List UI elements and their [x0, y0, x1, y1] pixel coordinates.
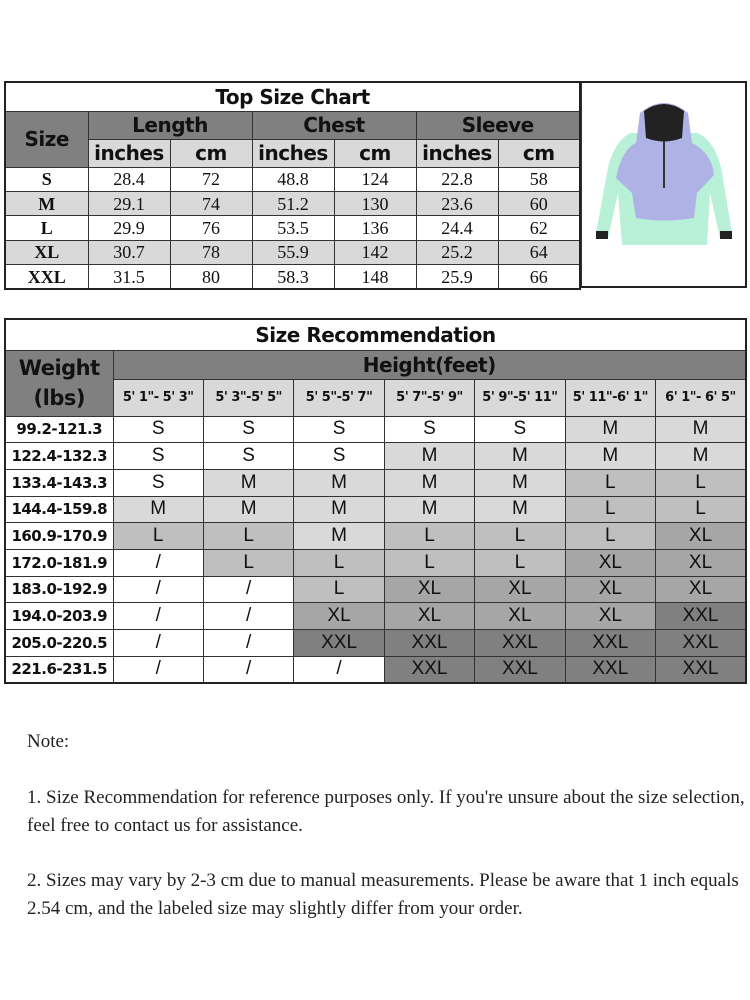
- chest-header: Chest: [252, 111, 416, 139]
- table-row: [5, 443, 746, 470]
- size-label: XXL: [5, 265, 88, 289]
- table-row: [5, 416, 746, 443]
- table-cell: 58.3: [252, 265, 334, 289]
- height-range-header: 5' 3"-5' 5": [203, 379, 293, 416]
- table-cell: 48.8: [252, 167, 334, 191]
- size-cell: XL: [565, 549, 655, 576]
- size-cell: XXL: [656, 630, 746, 657]
- size-cell: M: [113, 496, 203, 523]
- table-cell: 55.9: [252, 240, 334, 264]
- table-row: [5, 265, 580, 289]
- height-range-header: 5' 5"-5' 7": [294, 379, 384, 416]
- size-cell: L: [565, 523, 655, 550]
- table-cell: 130: [334, 191, 416, 215]
- size-cell: L: [656, 469, 746, 496]
- size-cell: M: [384, 443, 474, 470]
- size-cell: XXL: [384, 656, 474, 683]
- table-cell: 78: [170, 240, 252, 264]
- size-cell: S: [203, 443, 293, 470]
- size-label: L: [5, 216, 88, 240]
- size-header: Size: [5, 111, 88, 167]
- size-cell: M: [203, 469, 293, 496]
- size-cell: /: [113, 603, 203, 630]
- table-cell: 28.4: [88, 167, 170, 191]
- size-cell: XXL: [475, 656, 565, 683]
- size-cell: M: [656, 443, 746, 470]
- size-cell: M: [565, 443, 655, 470]
- weight-unit: (lbs): [33, 386, 85, 410]
- size-cell: L: [203, 549, 293, 576]
- size-recommendation-table: [4, 318, 747, 684]
- weight-range: 205.0-220.5: [5, 630, 113, 657]
- unit-header: cm: [498, 139, 580, 167]
- table-cell: 64: [498, 240, 580, 264]
- size-cell: M: [475, 469, 565, 496]
- size-cell: S: [384, 416, 474, 443]
- table-cell: 62: [498, 216, 580, 240]
- size-cell: XXL: [294, 630, 384, 657]
- table-cell: 72: [170, 167, 252, 191]
- top-size-chart-title: Top Size Chart: [5, 82, 580, 111]
- size-cell: XL: [656, 576, 746, 603]
- size-cell: XL: [475, 603, 565, 630]
- table-cell: 31.5: [88, 265, 170, 289]
- table-row: [5, 603, 746, 630]
- size-cell: XL: [565, 603, 655, 630]
- size-cell: M: [384, 469, 474, 496]
- size-cell: /: [203, 603, 293, 630]
- jacket-image: [581, 81, 747, 288]
- size-cell: XL: [384, 576, 474, 603]
- size-cell: XL: [294, 603, 384, 630]
- size-cell: L: [565, 469, 655, 496]
- note-heading: Note:: [27, 731, 70, 752]
- size-cell: S: [294, 416, 384, 443]
- weight-label: Weight: [18, 356, 100, 380]
- size-cell: L: [384, 523, 474, 550]
- size-cell: M: [475, 496, 565, 523]
- size-cell: XL: [384, 603, 474, 630]
- size-cell: L: [656, 496, 746, 523]
- table-row: [5, 240, 580, 264]
- size-cell: XXL: [565, 630, 655, 657]
- size-cell: XL: [475, 576, 565, 603]
- table-row: [5, 496, 746, 523]
- table-cell: 22.8: [416, 167, 498, 191]
- table-cell: 74: [170, 191, 252, 215]
- sleeve-header: Sleeve: [416, 111, 580, 139]
- size-cell: M: [384, 496, 474, 523]
- table-cell: 29.1: [88, 191, 170, 215]
- size-label: S: [5, 167, 88, 191]
- table-cell: 53.5: [252, 216, 334, 240]
- size-cell: /: [203, 656, 293, 683]
- size-cell: S: [113, 443, 203, 470]
- size-cell: /: [113, 656, 203, 683]
- size-label: XL: [5, 240, 88, 264]
- table-row: [5, 191, 580, 215]
- height-range-header: 5' 7"-5' 9": [384, 379, 474, 416]
- size-cell: /: [203, 630, 293, 657]
- table-cell: 60: [498, 191, 580, 215]
- weight-range: 160.9-170.9: [5, 523, 113, 550]
- note-item-2: 2. Sizes may vary by 2-3 cm due to manual measurements. Please be aware that 1 inch equals 2.54 cm, and the labeled size may slightly differ from your order.: [27, 870, 739, 919]
- table-cell: 76: [170, 216, 252, 240]
- size-cell: S: [113, 469, 203, 496]
- table-row: [5, 469, 746, 496]
- size-cell: S: [475, 416, 565, 443]
- size-cell: XXL: [656, 603, 746, 630]
- table-row: [5, 630, 746, 657]
- size-cell: M: [294, 496, 384, 523]
- size-cell: S: [203, 416, 293, 443]
- table-cell: 124: [334, 167, 416, 191]
- size-cell: M: [294, 523, 384, 550]
- size-cell: /: [203, 576, 293, 603]
- table-cell: 23.6: [416, 191, 498, 215]
- weight-range: 122.4-132.3: [5, 443, 113, 470]
- size-cell: XL: [565, 576, 655, 603]
- size-cell: L: [294, 549, 384, 576]
- table-cell: 148: [334, 265, 416, 289]
- height-range-header: 5' 1"- 5' 3": [113, 379, 203, 416]
- table-cell: 136: [334, 216, 416, 240]
- size-cell: L: [113, 523, 203, 550]
- unit-header: cm: [334, 139, 416, 167]
- table-cell: 66: [498, 265, 580, 289]
- unit-header: inches: [416, 139, 498, 167]
- table-cell: 24.4: [416, 216, 498, 240]
- table-cell: 142: [334, 240, 416, 264]
- size-cell: S: [294, 443, 384, 470]
- table-cell: 58: [498, 167, 580, 191]
- size-cell: L: [475, 523, 565, 550]
- table-cell: 29.9: [88, 216, 170, 240]
- size-cell: /: [113, 630, 203, 657]
- top-size-chart: [4, 81, 581, 290]
- table-cell: 30.7: [88, 240, 170, 264]
- size-cell: M: [203, 496, 293, 523]
- table-row: [5, 549, 746, 576]
- table-row: [5, 656, 746, 683]
- weight-header: [5, 350, 113, 416]
- weight-range: 221.6-231.5: [5, 656, 113, 683]
- size-cell: XL: [656, 523, 746, 550]
- table-row: [5, 576, 746, 603]
- size-cell: /: [113, 576, 203, 603]
- size-cell: L: [294, 576, 384, 603]
- weight-range: 183.0-192.9: [5, 576, 113, 603]
- unit-header: cm: [170, 139, 252, 167]
- table-row: [5, 216, 580, 240]
- size-label: M: [5, 191, 88, 215]
- size-cell: M: [656, 416, 746, 443]
- height-range-header: 5' 11"-6' 1": [565, 379, 655, 416]
- size-cell: L: [203, 523, 293, 550]
- size-cell: XXL: [656, 656, 746, 683]
- size-cell: L: [384, 549, 474, 576]
- table-cell: 51.2: [252, 191, 334, 215]
- table-row: [5, 167, 580, 191]
- weight-range: 144.4-159.8: [5, 496, 113, 523]
- size-cell: L: [565, 496, 655, 523]
- size-cell: XXL: [475, 630, 565, 657]
- size-cell: XXL: [565, 656, 655, 683]
- size-cell: M: [565, 416, 655, 443]
- size-cell: M: [475, 443, 565, 470]
- table-cell: 25.2: [416, 240, 498, 264]
- weight-range: 194.0-203.9: [5, 603, 113, 630]
- height-range-header: 5' 9"-5' 11": [475, 379, 565, 416]
- weight-range: 172.0-181.9: [5, 549, 113, 576]
- size-cell: /: [294, 656, 384, 683]
- length-header: Length: [88, 111, 252, 139]
- height-range-header: 6' 1"- 6' 5": [656, 379, 746, 416]
- size-cell: /: [113, 549, 203, 576]
- table-row: [5, 523, 746, 550]
- size-cell: XL: [656, 549, 746, 576]
- size-cell: XXL: [384, 630, 474, 657]
- table-cell: 80: [170, 265, 252, 289]
- size-cell: M: [294, 469, 384, 496]
- weight-range: 133.4-143.3: [5, 469, 113, 496]
- unit-header: inches: [252, 139, 334, 167]
- size-cell: S: [113, 416, 203, 443]
- note-item-1: 1. Size Recommendation for reference purposes only. If you're unsure about the size selection, feel free to contact us for assistance.: [27, 787, 745, 836]
- table-cell: 25.9: [416, 265, 498, 289]
- size-recommendation-title: Size Recommendation: [5, 319, 746, 350]
- unit-header: inches: [88, 139, 170, 167]
- weight-range: 99.2-121.3: [5, 416, 113, 443]
- height-header: Height(feet): [113, 350, 746, 379]
- size-cell: L: [475, 549, 565, 576]
